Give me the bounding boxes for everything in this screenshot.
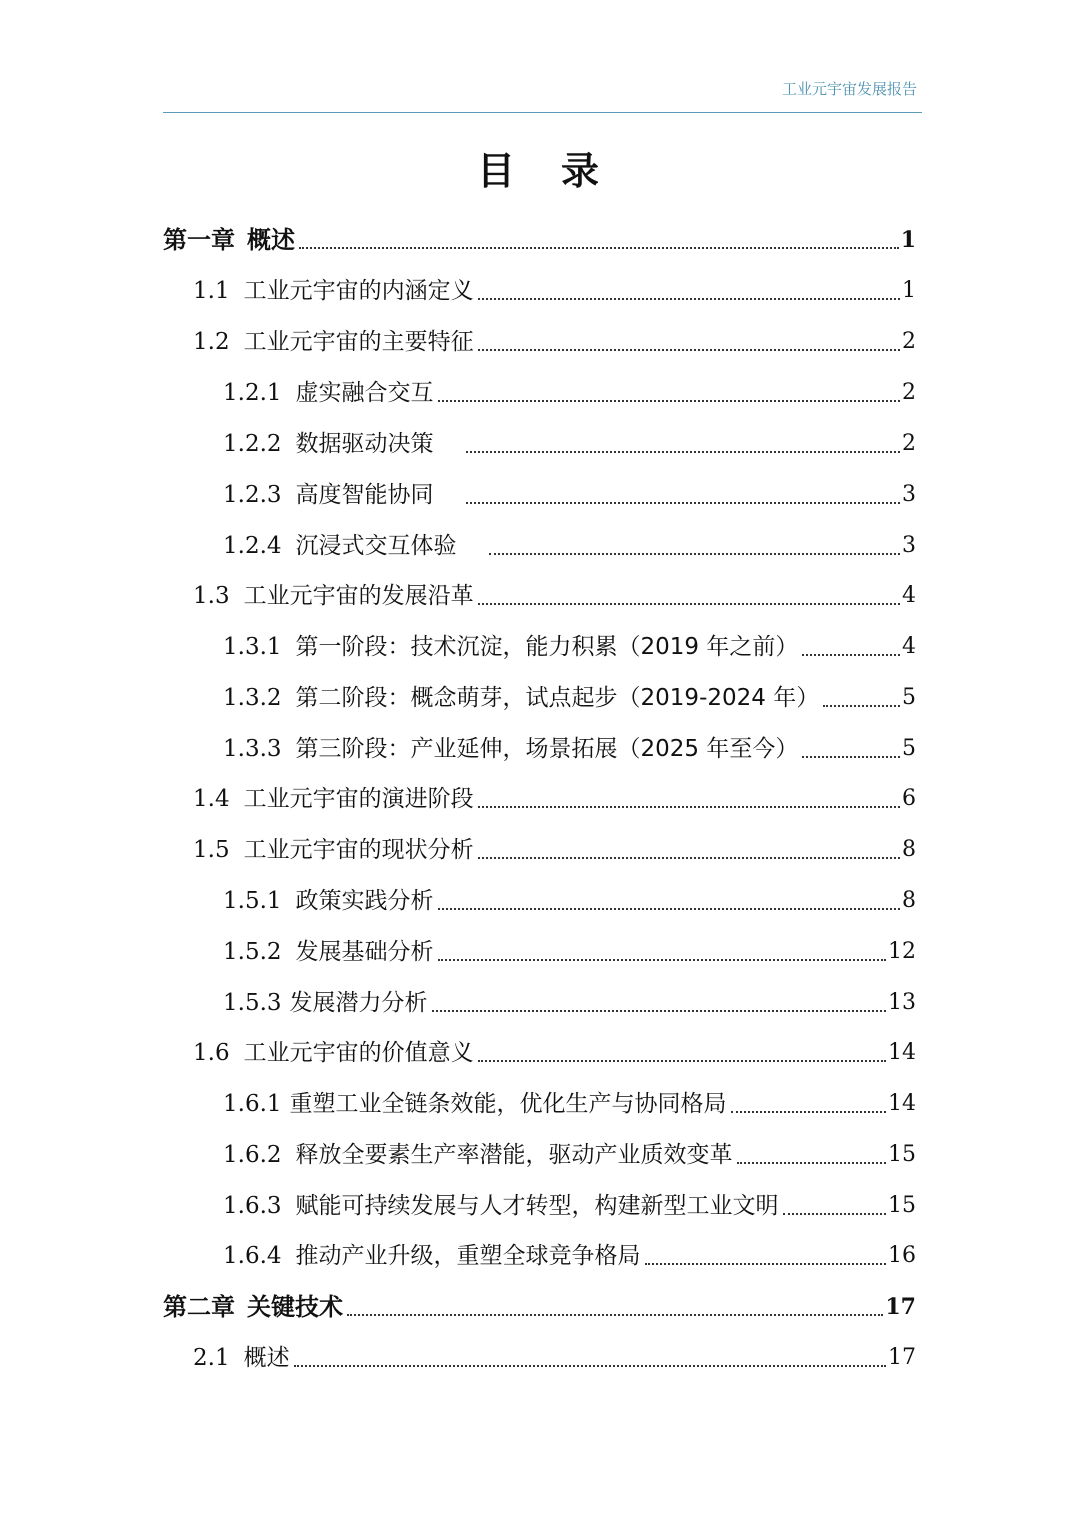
- dot-leader: [478, 1060, 886, 1062]
- toc-number: 1.2.1: [223, 380, 282, 406]
- toc-title: 重塑工业全链条效能，优化生产与协同格局: [289, 1091, 727, 1117]
- toc-page-number: 17: [888, 1345, 916, 1370]
- toc-entry-chapter-2[interactable]: [163, 1289, 916, 1325]
- toc-page-number: 2: [902, 329, 916, 354]
- toc-page-number: 3: [902, 533, 916, 558]
- toc-title: 发展潜力分析: [289, 990, 428, 1016]
- toc-title: 高度智能协同: [295, 482, 434, 508]
- toc-page-number: 4: [902, 583, 916, 608]
- dot-leader: [432, 1010, 886, 1012]
- dot-leader: [466, 502, 900, 504]
- toc-number: 1.5.1: [223, 888, 282, 914]
- page-title: 目 录: [476, 149, 603, 193]
- toc-title: 推动产业升级，重塑全球竞争格局: [295, 1243, 641, 1269]
- toc-entry-1-4[interactable]: [193, 781, 916, 817]
- toc-number: 第二章: [163, 1293, 235, 1321]
- toc-entry-1-5-3[interactable]: [223, 985, 916, 1021]
- toc-title: 概述: [243, 1345, 290, 1371]
- toc-page-number: 1: [902, 278, 916, 303]
- dot-leader: [478, 603, 900, 605]
- toc-entry-1-2-2[interactable]: [223, 426, 916, 462]
- toc-title: 概述: [247, 226, 295, 254]
- running-header: 工业元宇宙发展报告: [781, 80, 917, 98]
- dot-leader: [347, 1314, 883, 1316]
- toc-number: 1.3.3: [223, 736, 282, 762]
- dot-leader: [489, 553, 900, 555]
- toc-title: 第二阶段：概念萌芽，试点起步（2019-2024 年）: [295, 685, 820, 711]
- toc-page-number: 15: [888, 1142, 916, 1167]
- dot-leader: [438, 400, 900, 402]
- toc-entry-1-5-2[interactable]: [223, 934, 916, 970]
- dot-leader: [478, 857, 900, 859]
- toc-title: 工业元宇宙的价值意义: [243, 1040, 474, 1066]
- toc-number: 1.3.2: [223, 685, 282, 711]
- toc-page-number: 8: [902, 837, 916, 862]
- toc-number: 1.2: [193, 329, 230, 355]
- toc-page-number: 13: [888, 990, 916, 1015]
- toc-number: 1.1: [193, 278, 230, 304]
- dot-leader: [478, 349, 900, 351]
- toc-entry-1-2-1[interactable]: [223, 375, 916, 411]
- toc-entry-1-1[interactable]: [193, 273, 916, 309]
- toc-number: 1.5.3: [223, 990, 282, 1016]
- toc-entry-1-5[interactable]: [193, 832, 916, 868]
- toc-title: 工业元宇宙的现状分析: [243, 837, 474, 863]
- toc-entry-1-3[interactable]: [193, 578, 916, 614]
- toc-page-number: 15: [888, 1193, 916, 1218]
- dot-leader: [438, 908, 900, 910]
- toc-number: 1.4: [193, 786, 230, 812]
- toc-page-number: 14: [888, 1040, 916, 1065]
- dot-leader: [299, 247, 899, 249]
- toc-entry-1-6[interactable]: [193, 1035, 916, 1071]
- toc-number: 1.3: [193, 583, 230, 609]
- toc-page-number: 2: [902, 380, 916, 405]
- toc-number: 1.6.4: [223, 1243, 282, 1269]
- toc-page-number: 4: [902, 634, 916, 659]
- toc-entry-1-6-3[interactable]: [223, 1188, 916, 1224]
- toc-entry-1-3-3[interactable]: [223, 731, 916, 767]
- toc-page-number: 12: [888, 939, 916, 964]
- toc-number: 1.6: [193, 1040, 230, 1066]
- toc-entry-1-6-4[interactable]: [223, 1238, 916, 1274]
- toc-title: 数据驱动决策: [295, 431, 434, 457]
- toc-number: 1.6.3: [223, 1193, 282, 1219]
- toc-page-number: 1: [900, 227, 916, 253]
- toc-entry-1-3-1[interactable]: [223, 629, 916, 665]
- toc-page-number: 14: [888, 1091, 916, 1116]
- toc-title: 工业元宇宙的发展沿革: [243, 583, 474, 609]
- dot-leader: [466, 451, 900, 453]
- dot-leader: [645, 1263, 886, 1265]
- toc-title: 沉浸式交互体验: [295, 533, 457, 559]
- toc-title: 第三阶段：产业延伸，场景拓展（2025 年至今）: [295, 736, 799, 762]
- toc-number: 1.5.2: [223, 939, 282, 965]
- toc-entry-1-5-1[interactable]: [223, 883, 916, 919]
- toc-title: 工业元宇宙的内涵定义: [243, 278, 474, 304]
- dot-leader: [294, 1365, 886, 1367]
- toc-entry-1-2[interactable]: [193, 324, 916, 360]
- toc-entry-1-2-4[interactable]: [223, 528, 916, 564]
- toc-page-number: 16: [888, 1243, 916, 1268]
- header-divider: [163, 112, 922, 113]
- toc-entry-1-6-1[interactable]: [223, 1086, 916, 1122]
- toc-page-number: 6: [902, 786, 916, 811]
- toc-title: 发展基础分析: [295, 939, 434, 965]
- toc-page-number: 3: [902, 482, 916, 507]
- toc-title: 关键技术: [247, 1293, 343, 1321]
- toc-number: 1.5: [193, 837, 230, 863]
- toc-entry-2-1[interactable]: [193, 1340, 916, 1376]
- toc-entry-1-6-2[interactable]: [223, 1137, 916, 1173]
- toc-title: 工业元宇宙的主要特征: [243, 329, 474, 355]
- toc-number: 2.1: [193, 1345, 230, 1371]
- dot-leader: [731, 1111, 886, 1113]
- dot-leader: [802, 654, 900, 656]
- dot-leader: [737, 1162, 886, 1164]
- toc-number: 第一章: [163, 226, 235, 254]
- toc-number: 1.6.2: [223, 1142, 282, 1168]
- toc-title: 虚实融合交互: [295, 380, 434, 406]
- toc-number: 1.2.3: [223, 482, 282, 508]
- toc-page-number: 2: [902, 431, 916, 456]
- toc-title: 释放全要素生产率潜能，驱动产业质效变革: [295, 1142, 733, 1168]
- dot-leader: [823, 705, 900, 707]
- toc-title: 工业元宇宙的演进阶段: [243, 786, 474, 812]
- dot-leader: [478, 298, 900, 300]
- toc-number: 1.2.2: [223, 431, 282, 457]
- toc-number: 1.2.4: [223, 533, 282, 559]
- toc-number: 1.6.1: [223, 1091, 282, 1117]
- toc-entry-chapter-1[interactable]: [163, 222, 916, 258]
- toc-title: 赋能可持续发展与人才转型，构建新型工业文明: [295, 1193, 779, 1219]
- toc-number: 1.3.1: [223, 634, 282, 660]
- toc-page-number: 5: [902, 685, 916, 710]
- toc-entry-1-2-3[interactable]: [223, 477, 916, 513]
- dot-leader: [802, 756, 900, 758]
- dot-leader: [783, 1213, 886, 1215]
- dot-leader: [478, 806, 900, 808]
- toc-title: 政策实践分析: [295, 888, 434, 914]
- toc-entry-1-3-2[interactable]: [223, 680, 916, 716]
- toc-title: 第一阶段：技术沉淀，能力积累（2019 年之前）: [295, 634, 799, 660]
- toc-page-number: 17: [885, 1294, 916, 1320]
- dot-leader: [438, 959, 886, 961]
- toc-page-number: 8: [902, 888, 916, 913]
- toc-page-number: 5: [902, 736, 916, 761]
